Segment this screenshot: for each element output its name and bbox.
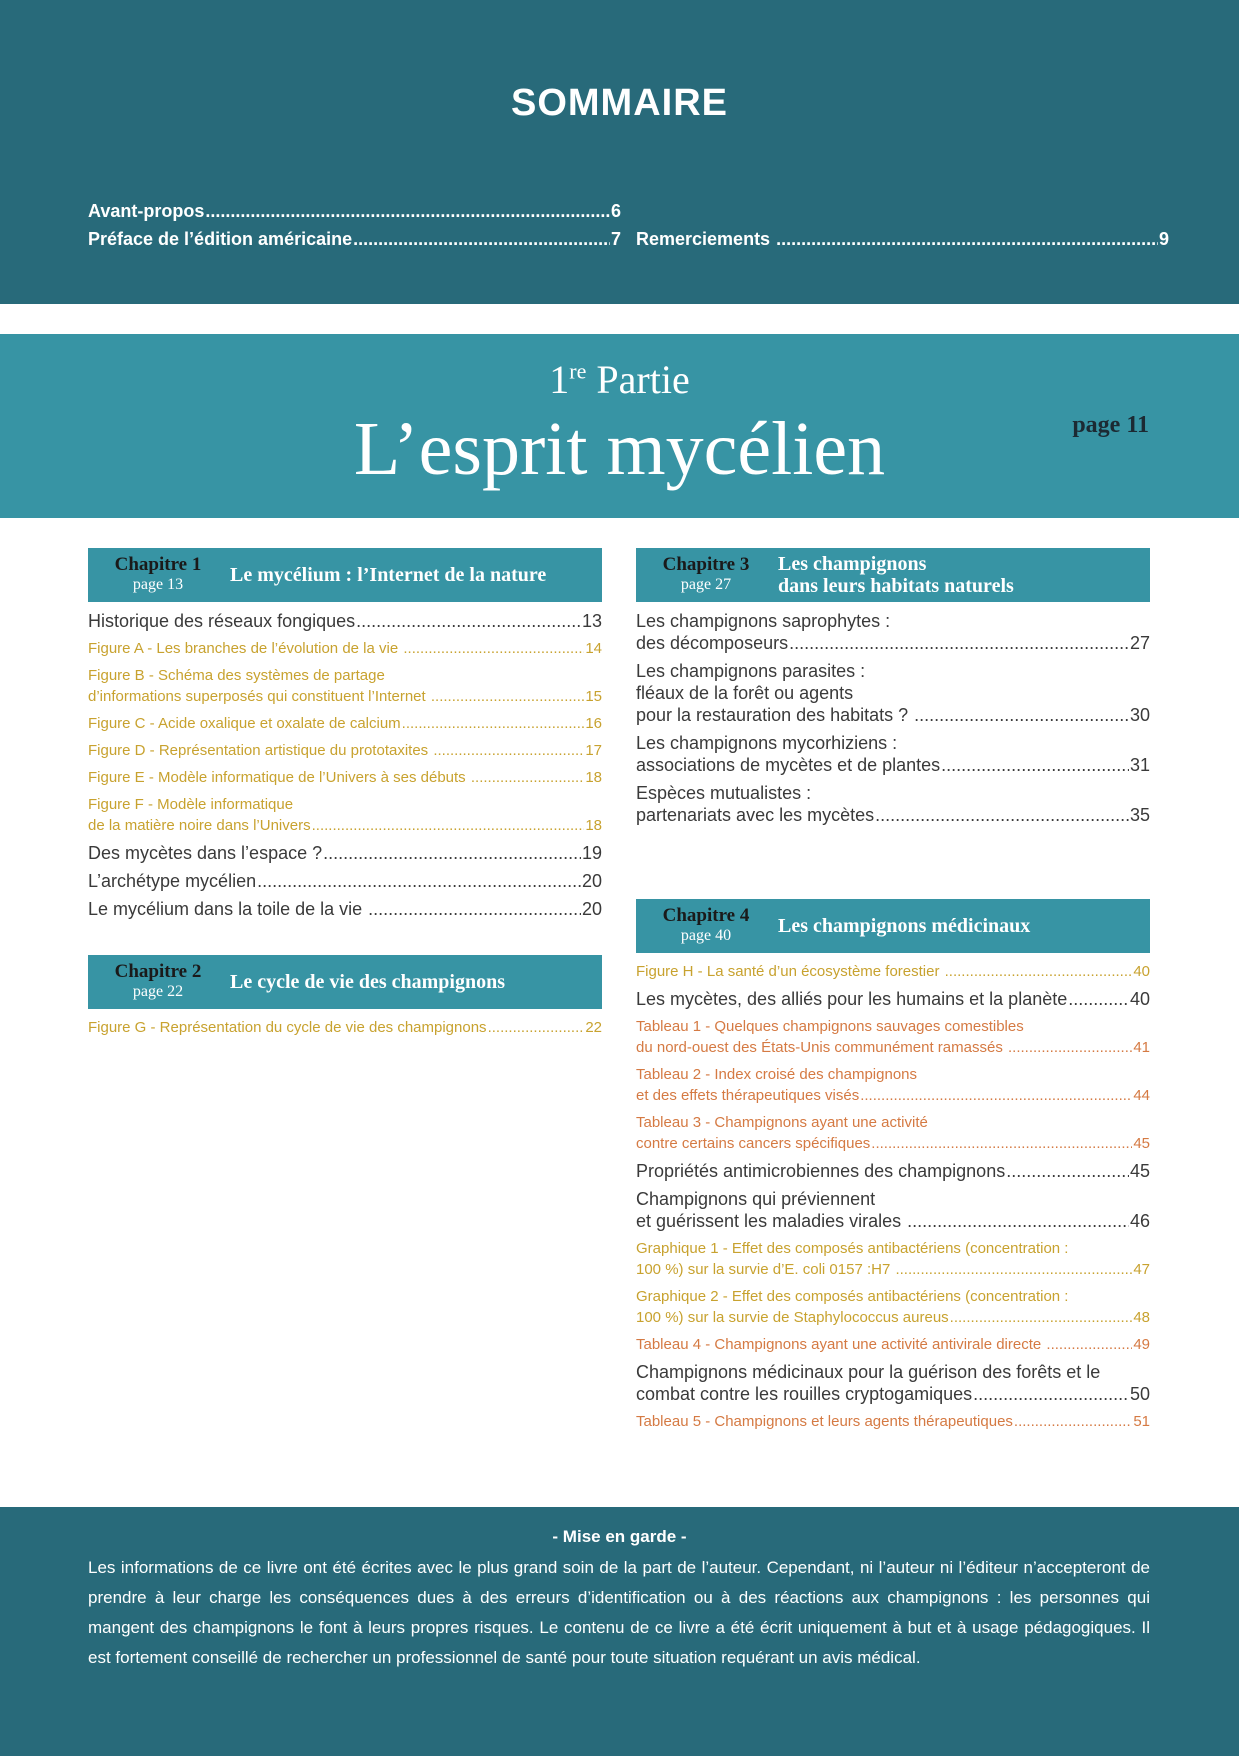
entry-label: associations de mycètes et de plantes <box>636 755 941 775</box>
entry-label: Avant-propos <box>88 201 205 221</box>
entry-label: Tableau 4 - Champignons ayant une activité antivirale directe <box>636 1336 1046 1353</box>
toc-entry[interactable] <box>88 870 602 892</box>
toc-entry[interactable] <box>636 1238 1150 1280</box>
chapter-1-block <box>88 548 602 926</box>
entry-page: 14 <box>585 640 602 657</box>
entry-page: 45 <box>1133 1135 1150 1152</box>
entry-label: Figure H - La santé d’un écosystème forestier <box>636 963 944 980</box>
entry-label: 100 %) sur la survie d’E. coli 0157 :H7 <box>636 1261 895 1278</box>
header-band <box>0 0 1239 304</box>
chapter-3-header[interactable] <box>636 548 1150 602</box>
entry-page: 27 <box>1129 633 1150 653</box>
entry-page: 49 <box>1133 1336 1150 1353</box>
chapter-2-header[interactable] <box>88 955 602 1009</box>
leader-dots <box>776 225 1158 253</box>
entry-page: 16 <box>585 715 602 732</box>
leader-dots <box>945 961 1133 982</box>
entry-page: 20 <box>581 899 602 919</box>
toc-entry[interactable] <box>88 610 602 632</box>
entry-label-line: Tableau 3 - Champignons ayant une activité <box>636 1114 928 1131</box>
toc-entry-avant-propos[interactable] <box>88 197 621 225</box>
page-title: SOMMAIRE <box>511 82 728 124</box>
leader-dots <box>402 713 585 734</box>
leader-dots <box>368 898 581 920</box>
chapter-title: Le mycélium : l’Internet de la nature <box>230 564 547 586</box>
toc-entry[interactable] <box>636 1334 1150 1355</box>
entry-page: 31 <box>1129 755 1150 775</box>
entry-label: pour la restauration des habitats ? <box>636 705 914 725</box>
part-page[interactable]: page 11 <box>1072 412 1149 438</box>
leader-dots <box>433 740 584 761</box>
entry-label: du nord-ouest des États-Unis communément ramassés <box>636 1039 1007 1056</box>
toc-entry[interactable] <box>636 732 1150 776</box>
entry-page: 6 <box>610 201 621 221</box>
toc-entry[interactable] <box>88 638 602 659</box>
entry-label: Figure A - Les branches de l’évolution de la vie <box>88 640 403 657</box>
leader-dots <box>431 686 584 707</box>
leader-dots <box>914 704 1129 726</box>
leader-dots <box>950 1307 1133 1328</box>
entry-label: des décomposeurs <box>636 633 789 653</box>
toc-entry[interactable] <box>88 740 602 761</box>
chapter-number: Chapitre 1 page 13 <box>114 554 202 593</box>
entry-label-line: Espèces mutualistes : <box>636 783 812 803</box>
chapter-4-header[interactable] <box>636 899 1150 953</box>
entry-label: et des effets thérapeutiques visés <box>636 1087 860 1104</box>
toc-entry[interactable] <box>636 1361 1150 1405</box>
chapter-title: Les champignons médicinaux <box>778 915 1031 937</box>
leader-dots <box>1046 1334 1132 1355</box>
entry-label: Remerciements <box>636 229 776 249</box>
chapter-title: Le cycle de vie des champignons <box>230 971 505 993</box>
warning-text: Les informations de ce livre ont été écrites avec le plus grand soin de la part de l’auteur. Cependant, ni l’auteur ni l’éditeur n’accepteront de prendre à leur charge les conséquences dues à des erreurs d’identification ou à des réactions aux champignons : les personnes qui mangent des champignons le font à leurs propres risques. Le contenu de ce livre a été écrit uniquement à but et à usage pédagogiques. Il est fortement conseillé de rechercher un professionnel de santé pour toute situation requérant un avis médical. <box>88 1558 1150 1667</box>
leader-dots <box>353 225 610 253</box>
entry-label: Propriétés antimicrobiennes des champignons <box>636 1161 1006 1181</box>
leader-dots <box>973 1383 1129 1405</box>
entry-label: Figure D - Représentation artistique du prototaxites <box>88 742 433 759</box>
toc-entry-preface[interactable] <box>88 225 621 253</box>
toc-entry[interactable] <box>636 1411 1150 1432</box>
entry-page: 44 <box>1133 1087 1150 1104</box>
toc-entry[interactable] <box>636 988 1150 1010</box>
chapter-number: Chapitre 4 page 40 <box>662 905 750 944</box>
entry-label: Figure C - Acide oxalique et oxalate de calcium <box>88 715 401 732</box>
leader-dots <box>356 610 581 632</box>
entry-label-line: Tableau 2 - Index croisé des champignons <box>636 1066 918 1083</box>
entry-page: 48 <box>1133 1309 1150 1326</box>
chapter-1-entries <box>88 610 602 920</box>
entry-label: de la matière noire dans l’Univers <box>88 817 311 834</box>
toc-entry[interactable] <box>636 1160 1150 1182</box>
leader-dots <box>471 767 584 788</box>
entry-page: 41 <box>1133 1039 1150 1056</box>
part-title: L’esprit mycélien <box>353 407 886 491</box>
toc-entry[interactable] <box>88 713 602 734</box>
entry-page: 30 <box>1129 705 1150 725</box>
entry-page: 19 <box>581 843 602 863</box>
leader-dots <box>860 1085 1132 1106</box>
leader-dots <box>1008 1037 1132 1058</box>
chapter-title: Les champignons dans leurs habitats naturels <box>778 553 1014 597</box>
leader-dots <box>205 197 610 225</box>
leader-dots <box>789 632 1129 654</box>
entry-label: Figure E - Modèle informatique de l’Univers à ses débuts <box>88 769 470 786</box>
part-band <box>0 334 1239 518</box>
entry-page: 13 <box>581 611 602 631</box>
leader-dots <box>1006 1160 1129 1182</box>
chapter-2-entries <box>88 1017 602 1038</box>
chapter-4-block <box>636 899 1150 1438</box>
entry-label: contre certains cancers spécifiques <box>636 1135 871 1152</box>
toc-entry[interactable] <box>88 794 602 836</box>
entry-page: 35 <box>1129 805 1150 825</box>
leader-dots <box>257 870 581 892</box>
chapter-3-block <box>636 548 1150 832</box>
chapter-4-entries <box>636 961 1150 1432</box>
entry-page: 15 <box>585 688 602 705</box>
warning-band <box>0 1507 1239 1756</box>
chapter-3-entries <box>636 610 1150 826</box>
entry-label: combat contre les rouilles cryptogamiques <box>636 1384 973 1404</box>
entry-label: Le mycélium dans la toile de la vie <box>88 899 368 919</box>
entry-page: 18 <box>585 817 602 834</box>
entry-label: et guérissent les maladies virales <box>636 1211 907 1231</box>
leader-dots <box>312 815 585 836</box>
leader-dots <box>1068 988 1129 1010</box>
toc-entry[interactable] <box>636 1286 1150 1328</box>
entry-label: Préface de l’édition américaine <box>88 229 353 249</box>
entry-label-line: Tableau 1 - Quelques champignons sauvages comestibles <box>636 1018 1024 1035</box>
entry-label-line: Figure B - Schéma des systèmes de partage <box>88 667 385 684</box>
front-matter-right <box>636 225 1169 253</box>
entry-page: 18 <box>585 769 602 786</box>
chapter-number: Chapitre 3 page 27 <box>662 554 750 593</box>
toc-entry[interactable] <box>88 898 602 920</box>
toc-entry[interactable] <box>636 782 1150 826</box>
toc-entry[interactable] <box>88 1017 602 1038</box>
entry-label-line: Graphique 2 - Effet des composés antibactériens (concentration : <box>636 1288 1069 1305</box>
leader-dots <box>403 638 584 659</box>
leader-dots <box>907 1210 1129 1232</box>
chapter-1-header[interactable] <box>88 548 602 602</box>
entry-label-line: Figure F - Modèle informatique <box>88 796 294 813</box>
entry-label: Tableau 5 - Champignons et leurs agents thérapeutiques <box>636 1413 1013 1430</box>
leader-dots <box>1014 1411 1132 1432</box>
toc-entry[interactable] <box>636 1016 1150 1058</box>
leader-dots <box>895 1259 1132 1280</box>
entry-label: d’informations superposés qui constituent l’Internet <box>88 688 430 705</box>
chapter-2-block <box>88 955 602 1044</box>
entry-page: 46 <box>1129 1211 1150 1231</box>
toc-entry[interactable] <box>636 1112 1150 1154</box>
front-matter-left <box>88 197 621 253</box>
warning-title: - Mise en garde - <box>552 1527 687 1546</box>
entry-page: 7 <box>610 229 621 249</box>
entry-label-line: Les champignons parasites : <box>636 661 866 681</box>
leader-dots <box>875 804 1129 826</box>
entry-page: 9 <box>1158 229 1169 249</box>
entry-label-line: Les champignons saprophytes : <box>636 611 891 631</box>
entry-page: 45 <box>1129 1161 1150 1181</box>
toc-entry[interactable] <box>88 665 602 707</box>
leader-dots <box>488 1017 585 1038</box>
leader-dots <box>941 754 1129 776</box>
entry-page: 40 <box>1129 989 1150 1009</box>
leader-dots <box>871 1133 1132 1154</box>
toc-entry[interactable] <box>636 1064 1150 1106</box>
entry-label: Les mycètes, des alliés pour les humains et la planète <box>636 989 1068 1009</box>
toc-entry[interactable] <box>88 842 602 864</box>
entry-label: Des mycètes dans l’espace ? <box>88 843 323 863</box>
entry-label-line: Graphique 1 - Effet des composés antibactériens (concentration : <box>636 1240 1069 1257</box>
toc-entry[interactable] <box>636 961 1150 982</box>
entry-label-line: Champignons médicinaux pour la guérison des forêts et le <box>636 1362 1101 1382</box>
entry-label: partenariats avec les mycètes <box>636 805 875 825</box>
leader-dots <box>323 842 581 864</box>
entry-label-line: fléaux de la forêt ou agents <box>636 683 854 703</box>
toc-entry[interactable] <box>636 610 1150 654</box>
entry-label-line: Les champignons mycorhiziens : <box>636 733 898 753</box>
part-number: 1re Partie <box>549 357 690 402</box>
entry-label-line: Champignons qui préviennent <box>636 1189 876 1209</box>
entry-page: 17 <box>585 742 602 759</box>
entry-page: 47 <box>1133 1261 1150 1278</box>
toc-entry[interactable] <box>636 660 1150 726</box>
chapter-number: Chapitre 2 page 22 <box>114 961 202 1000</box>
entry-page: 22 <box>585 1019 602 1036</box>
entry-page: 51 <box>1133 1413 1150 1430</box>
entry-label: L’archétype mycélien <box>88 871 257 891</box>
entry-label: Figure G - Représentation du cycle de vie des champignons <box>88 1019 487 1036</box>
entry-page: 40 <box>1133 963 1150 980</box>
entry-page: 50 <box>1129 1384 1150 1404</box>
entry-label: 100 %) sur la survie de Staphylococcus aureus <box>636 1309 949 1326</box>
toc-entry[interactable] <box>636 1188 1150 1232</box>
entry-page: 20 <box>581 871 602 891</box>
entry-label: Historique des réseaux fongiques <box>88 611 356 631</box>
toc-entry[interactable] <box>88 767 602 788</box>
toc-entry-remerciements[interactable] <box>636 225 1169 253</box>
